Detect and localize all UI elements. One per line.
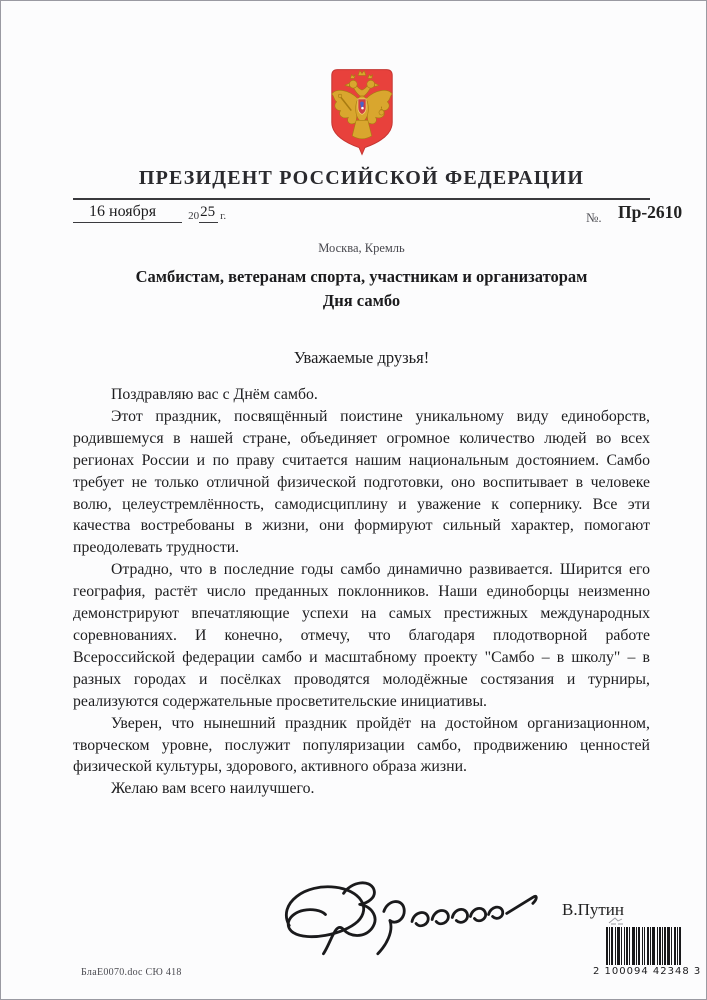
addressee-line2: Дня самбо xyxy=(322,291,401,310)
body-paragraph: Уверен, что нынешний праздник пройдёт на достойном организационном, творческом уровне, послужит популяризации самбо, продвижению ценностей физической культуры, здорового, активного образа жизни. xyxy=(73,714,650,776)
emblem-horse xyxy=(361,107,364,110)
coat-of-arms-icon xyxy=(323,65,401,160)
year-prefix: 20 xyxy=(188,210,200,222)
signature-autograph xyxy=(259,873,551,969)
addressee-line1: Самбистам, ветеранам спорта, участникам и организаторам xyxy=(135,267,588,286)
stamp-mark-icon xyxy=(607,916,625,925)
barcode-digits: 2 100094 42348 3 xyxy=(593,966,702,977)
barcode xyxy=(593,916,702,977)
document-number: Пр-2610 xyxy=(618,202,683,222)
coat-of-arms-svg xyxy=(323,65,401,160)
org-title: ПРЕЗИДЕНТ РОССИЙСКОЙ ФЕДЕРАЦИИ xyxy=(138,167,585,189)
signer-name: В.Путин xyxy=(562,900,624,919)
body-paragraph: Отрадно, что в последние годы самбо динамично развивается. Ширится его география, растёт число преданных поклонников. Наши единоборцы неизменно демонстрируют впечатляющие успехи на самых престижных международных соревнованиях. И конечно, отмечу, что благодаря плодотворной работе Всероссийской федерации самбо и масштабному проекту "Самбо – в школу" – в разных городах и посёлках проводятся молодёжные состязания и турниры, реализуются содержательные просветительские инициативы. xyxy=(73,561,650,710)
place-line: Москва, Кремль xyxy=(318,241,405,255)
body-paragraph: Поздравляю вас с Днём самбо. xyxy=(111,386,318,403)
year-suffix: 25 xyxy=(199,204,218,223)
date-line xyxy=(73,203,226,221)
date-day-month: 16 ноября xyxy=(73,203,182,223)
barcode-bars xyxy=(593,927,695,965)
year-unit: г. xyxy=(220,210,227,222)
salutation: Уважаемые друзья! xyxy=(293,348,430,367)
addressee-block xyxy=(73,265,650,313)
body-paragraph: Этот праздник, посвящённый поистине уникальному виду единоборств, родившемуся в нашей стране, объединяет огромное количество людей во всех регионах России и по праву считается нашим национальным достоянием. Самбо требует не только отличной физической подготовки, оно воспитывает в человеке волю, целеустремлённость, самодисциплину и уважение к сопернику. Все эти качества востребованы в жизни, они формируют сильный характер, помогают преодолевать трудности. xyxy=(73,407,650,557)
body-paragraph: Желаю вам всего наилучшего. xyxy=(111,780,315,798)
document-code: БлаЕ0070.doc СЮ 418 xyxy=(81,967,182,978)
header-rule xyxy=(73,198,650,200)
number-sign: №. xyxy=(586,210,602,225)
letter-body xyxy=(73,384,650,800)
